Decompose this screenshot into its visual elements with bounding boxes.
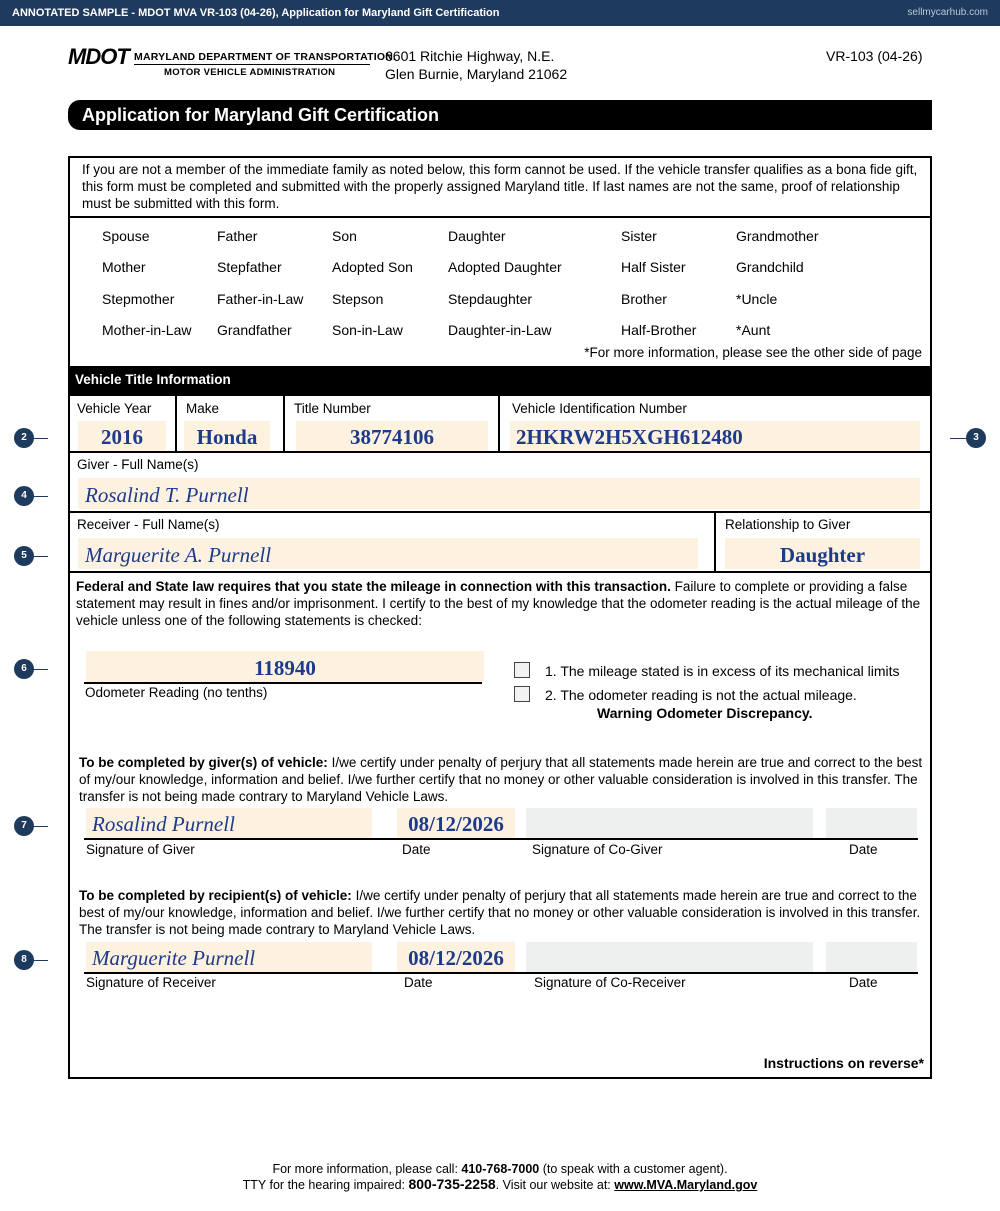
banner-site-link[interactable]: sellmycarhub.com: [907, 7, 988, 18]
relationship-item: Son: [332, 228, 357, 244]
footer-contact-line: [0, 1162, 1000, 1176]
co-receiver-date-label: Date: [849, 975, 878, 990]
recipient-certification-body: I/we certify under penalty of perjury that all statements made herein are true and correct to the best of my/our knowledge, information and belief. I/we further certify that no money or other valuable consideration is involved in this transfer. The transfer is not being made contrary to Maryland Vehicle Laws.: [79, 888, 921, 937]
logo-department: MARYLAND DEPARTMENT OF TRANSPORTATION.: [134, 51, 397, 63]
callout-badge: 8: [14, 950, 34, 970]
divider: [175, 396, 177, 452]
mileage-statement-text: Failure to complete or providing a false statement may result in fines and/or imprisonment. I certify to the best of my knowledge that the odometer reading is the actual mileage of the vehicle unless one of the following statements is checked:: [76, 579, 921, 628]
receiver-name-label: Receiver - Full Name(s): [77, 517, 220, 532]
recipient-certification-text: [79, 887, 929, 938]
relationship-item: Stepmother: [102, 291, 175, 307]
intro-text: If you are not a member of the immediate family as noted below, this form cannot be used. If the vehicle transfer qualifies as a bona fide gift, this form must be completed and submitted with the properly assigned Maryland title. If last names are not the same, proof of relationship must be submitted with this form.: [82, 162, 918, 211]
instructions-note: Instructions on reverse*: [763, 1055, 924, 1071]
relationship-item: Half-Brother: [621, 322, 697, 338]
callout-leader: [32, 438, 48, 439]
odometer-underline: [84, 682, 482, 684]
giver-date-label: Date: [402, 842, 431, 857]
vehicle-section-title: Vehicle Title Information: [75, 372, 231, 387]
divider: [68, 216, 932, 218]
not-actual-mileage-label: 2. The odometer reading is not the actual mileage.: [545, 687, 857, 703]
co-receiver-date-field[interactable]: [826, 942, 917, 972]
co-giver-signature-field[interactable]: [526, 808, 813, 838]
relationship-item: Brother: [621, 291, 667, 307]
callout-badge: 2: [14, 428, 34, 448]
form-title-bar: [68, 100, 932, 130]
relationship-item: Daughter: [448, 228, 506, 244]
vehicle-year-label: Vehicle Year: [77, 401, 152, 416]
relationship-item: *Uncle: [736, 291, 778, 307]
odometer-field[interactable]: 118940: [86, 651, 484, 682]
giver-name-label: Giver - Full Name(s): [77, 457, 199, 472]
odometer-label: Odometer Reading (no tenths): [85, 685, 268, 700]
top-banner: [0, 0, 1000, 26]
tty-phone: 800-735-2258: [408, 1176, 496, 1192]
relationship-item: Grandmother: [736, 228, 819, 244]
giver-signature-line: [84, 838, 918, 840]
vehicle-year-field[interactable]: 2016: [78, 421, 166, 451]
divider: [498, 396, 500, 452]
giver-certification-text: [79, 754, 925, 805]
co-receiver-signature-field[interactable]: [526, 942, 813, 972]
relationship-item: Mother: [102, 259, 146, 275]
receiver-name-field[interactable]: Marguerite A. Purnell: [78, 538, 698, 569]
banner-title: ANNOTATED SAMPLE - MDOT MVA VR-103 (04-26), Application for Maryland Gift Certification: [12, 7, 500, 19]
relationship-item: Stepfather: [217, 259, 282, 275]
relationship-item: Half Sister: [621, 259, 686, 275]
relationship-item: Father: [217, 228, 258, 244]
title-number-field[interactable]: 38774106: [296, 421, 488, 451]
address-line1: 6601 Ritchie Highway, N.E.: [385, 48, 555, 64]
form-number: VR-103 (04-26): [826, 48, 923, 64]
giver-certification-bold: To be completed by giver(s) of vehicle:: [79, 755, 328, 770]
callout-leader: [32, 496, 48, 497]
relationship-item: Grandchild: [736, 259, 804, 275]
receiver-signature-label: Signature of Receiver: [86, 975, 216, 990]
co-receiver-signature-label: Signature of Co-Receiver: [534, 975, 686, 990]
callout-leader: [950, 438, 966, 439]
mechanical-limits-label: 1. The mileage stated is in excess of its mechanical limits: [545, 663, 900, 679]
giver-signature-field[interactable]: Rosalind Purnell: [86, 808, 372, 838]
callout-badge: 4: [14, 486, 34, 506]
relationship-label: Relationship to Giver: [725, 517, 851, 532]
relationship-field[interactable]: Daughter: [725, 538, 920, 569]
giver-certification-body: I/we certify under penalty of perjury that all statements made herein are true and correct to the best of my/our knowledge, information and belief. I/we further certify that no money or other valuable consideration is involved in this transfer. The transfer is not being made contrary to Maryland Vehicle Laws.: [79, 755, 923, 804]
callout-badge: 6: [14, 659, 34, 679]
giver-signature-label: Signature of Giver: [86, 842, 195, 857]
callout-badge: 5: [14, 546, 34, 566]
mva-website-link[interactable]: www.MVA.Maryland.gov: [614, 1178, 758, 1192]
relationship-item: Adopted Daughter: [448, 259, 562, 275]
callout-leader: [32, 669, 48, 670]
footer-text: For more information, please call:: [272, 1162, 462, 1176]
giver-name-field[interactable]: Rosalind T. Purnell: [78, 478, 920, 509]
mdot-logo: MDOT: [68, 44, 129, 69]
form-title: Application for Maryland Gift Certification: [82, 105, 440, 125]
mileage-statement-bold: Federal and State law requires that you state the mileage in connection with this transaction.: [76, 579, 671, 594]
callout-leader: [32, 556, 48, 557]
odometer-warning: Warning Odometer Discrepancy.: [597, 705, 813, 721]
relationship-item: Mother-in-Law: [102, 322, 192, 338]
mileage-statement: [76, 578, 924, 629]
relationship-item: Sister: [621, 228, 657, 244]
logo-divider: [134, 64, 370, 65]
divider: [68, 451, 932, 453]
relationship-item: Daughter-in-Law: [448, 322, 552, 338]
relationship-item: Stepdaughter: [448, 291, 533, 307]
footer-text: TTY for the hearing impaired:: [242, 1178, 409, 1192]
footer-text: (to speak with a customer agent).: [539, 1162, 728, 1176]
relationship-item: Son-in-Law: [332, 322, 403, 338]
relationship-item: Adopted Son: [332, 259, 413, 275]
divider: [283, 396, 285, 452]
co-giver-signature-label: Signature of Co-Giver: [532, 842, 663, 857]
vin-label: Vehicle Identification Number: [512, 401, 687, 416]
mechanical-limits-checkbox[interactable]: [514, 662, 530, 678]
relationship-item: Grandfather: [217, 322, 292, 338]
customer-phone: 410-768-7000: [461, 1162, 540, 1176]
receiver-date-field[interactable]: 08/12/2026: [397, 942, 515, 972]
relationship-item: Spouse: [102, 228, 150, 244]
callout-leader: [32, 960, 48, 961]
receiver-date-label: Date: [404, 975, 433, 990]
relationships-note: *For more information, please see the other side of page: [584, 345, 922, 360]
relationship-item: Stepson: [332, 291, 384, 307]
receiver-signature-field[interactable]: Marguerite Purnell: [86, 942, 372, 972]
callout-leader: [32, 826, 48, 827]
divider: [68, 511, 932, 513]
vehicle-section-header: [68, 366, 932, 396]
logo-administration: MOTOR VEHICLE ADMINISTRATION: [164, 67, 336, 78]
giver-date-field[interactable]: 08/12/2026: [397, 808, 515, 838]
not-actual-mileage-checkbox[interactable]: [514, 686, 530, 702]
relationship-item: *Aunt: [736, 322, 771, 338]
address-line2: Glen Burnie, Maryland 21062: [385, 66, 568, 82]
footer-tty-line: [0, 1176, 1000, 1192]
relationship-item: Father-in-Law: [217, 291, 304, 307]
divider: [68, 571, 932, 573]
co-giver-date-field[interactable]: [826, 808, 917, 838]
divider: [714, 511, 716, 572]
receiver-signature-line: [84, 972, 918, 974]
callout-badge: 3: [966, 428, 986, 448]
recipient-certification-bold: To be completed by recipient(s) of vehicle:: [79, 888, 352, 903]
callout-badge: 7: [14, 816, 34, 836]
co-giver-date-label: Date: [849, 842, 878, 857]
make-label: Make: [186, 401, 220, 416]
footer-text: . Visit our website at:: [495, 1178, 615, 1192]
title-number-label: Title Number: [294, 401, 371, 416]
make-field[interactable]: Honda: [184, 421, 270, 451]
vin-field[interactable]: 2HKRW2H5XGH612480: [510, 421, 920, 451]
